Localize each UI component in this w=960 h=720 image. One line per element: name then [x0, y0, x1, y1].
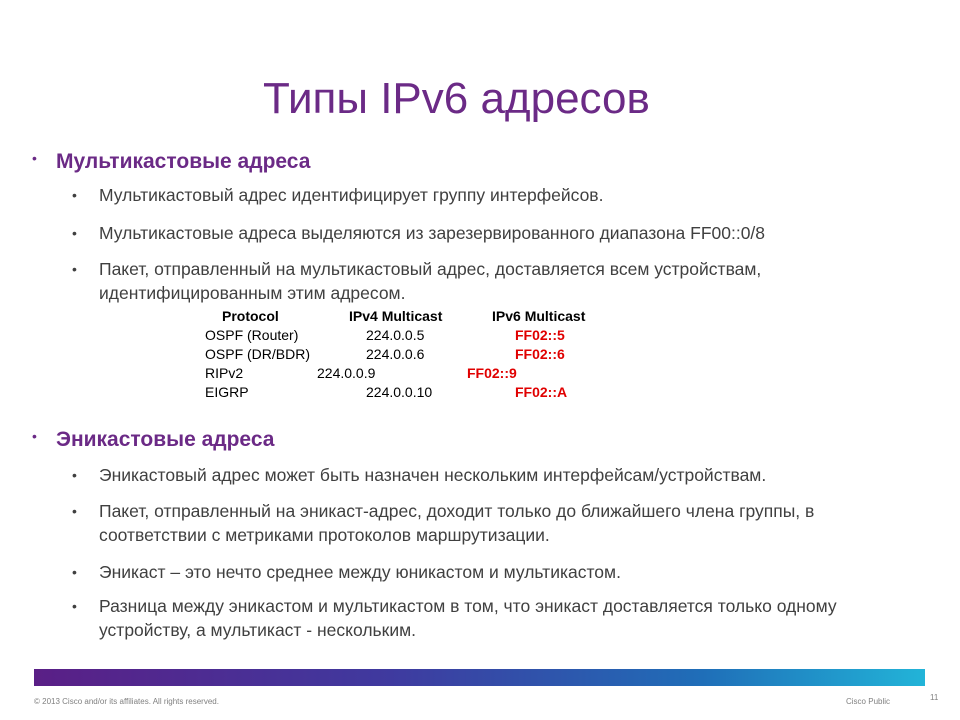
- anycast-bullet-text: Эникаст – это нечто среднее между юникастом и мультикастом.: [99, 562, 621, 582]
- bullet-icon: •: [72, 225, 77, 241]
- table-cell-ipv6: FF02::A: [515, 384, 568, 400]
- anycast-bullet-text: Разница между эникастом и мультикастом в том, что эникаст доставляется только одному устройству, а мультикаст - нескольким.: [99, 596, 837, 640]
- multicast-bullet-text: Пакет, отправленный на мультикастовый адрес, доставляется всем устройствам, идентифицированным этим адресом.: [99, 259, 762, 303]
- bullet-icon: •: [72, 467, 77, 483]
- multicast-bullet-text: Мультикастовые адреса выделяются из зарезервированного диапазона FF00::0/8: [99, 223, 766, 243]
- table-cell-ipv4: 224.0.0.5: [366, 327, 425, 343]
- table-cell-ipv6: FF02::9: [467, 365, 517, 381]
- anycast-heading-text: Эникастовые адреса: [56, 428, 275, 451]
- footer-gradient-bar: [34, 669, 925, 686]
- bullet-icon: •: [32, 428, 37, 444]
- table-cell-ipv4: 224.0.0.10: [366, 384, 433, 400]
- table-header-protocol: Protocol: [222, 308, 279, 324]
- bullet-icon: •: [72, 187, 77, 203]
- table-cell-protocol: OSPF (DR/BDR): [205, 346, 310, 362]
- page-number: 11: [930, 693, 939, 702]
- bullet-icon: •: [72, 598, 77, 614]
- anycast-bullet-text: Эникастовый адрес может быть назначен нескольким интерфейсам/устройствам.: [99, 465, 767, 485]
- footer-classification: Cisco Public: [846, 697, 891, 706]
- footer-copyright: © 2013 Cisco and/or its affiliates. All rights reserved.: [34, 697, 219, 706]
- table-cell-ipv6: FF02::6: [515, 346, 565, 362]
- table-header-ipv6: IPv6 Multicast: [492, 308, 586, 324]
- bullet-icon: •: [32, 150, 37, 166]
- multicast-heading-text: Мультикастовые адреса: [56, 150, 311, 173]
- bullet-icon: •: [72, 503, 77, 519]
- bullet-icon: •: [72, 261, 77, 277]
- table-cell-protocol: RIPv2: [205, 365, 244, 381]
- slide-title: Типы IPv6 адресов: [263, 74, 650, 123]
- table-header-ipv4: IPv4 Multicast: [349, 308, 443, 324]
- table-cell-ipv4: 224.0.0.9: [317, 365, 376, 381]
- anycast-bullet-text: Пакет, отправленный на эникаст-адрес, доходит только до ближайшего члена группы, в соответствии с метриками протоколов маршрутизации.: [99, 501, 815, 545]
- table-cell-ipv6: FF02::5: [515, 327, 565, 343]
- table-cell-protocol: EIGRP: [205, 384, 249, 400]
- table-cell-protocol: OSPF (Router): [205, 327, 299, 343]
- multicast-bullet-text: Мультикастовый адрес идентифицирует группу интерфейсов.: [99, 185, 604, 205]
- bullet-icon: •: [72, 564, 77, 580]
- table-cell-ipv4: 224.0.0.6: [366, 346, 425, 362]
